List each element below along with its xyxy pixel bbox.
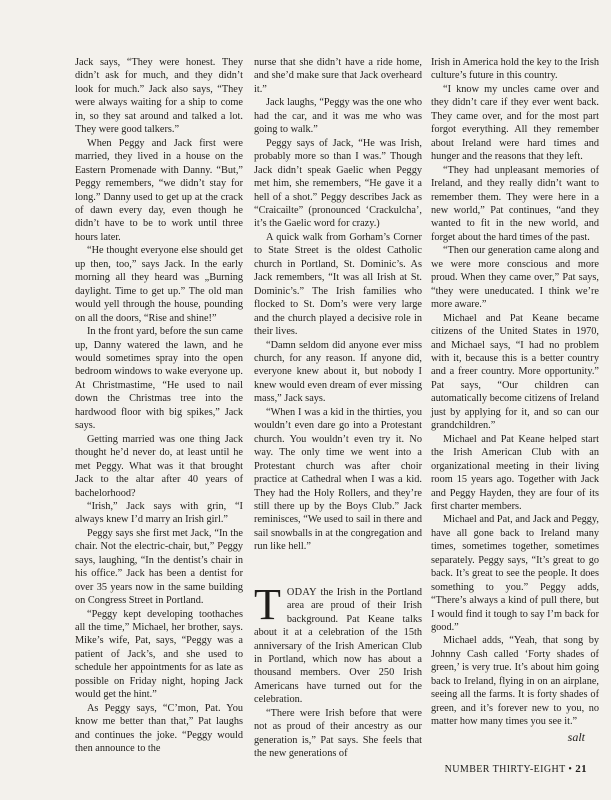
- paragraph: “Then our generation came along and we were more conscious and more proud. When they came over,” Pat says, “they were uneducated. I think we’re more aware.”: [431, 245, 599, 311]
- salt-signoff: salt: [567, 729, 585, 744]
- paragraph: In the front yard, before the sun came up, Danny watered the lawn, and he would sometimes spray into the open bedroom windows to wake everyone up. At Christmastime, “He used to nail down the Christmas tree into the hardwood floor with big spikes,” Jack says.: [75, 326, 243, 432]
- paragraph: “I know my uncles came over and they didn’t care if they ever went back. They came over, and for the most part forgot everything. All they remember about Ireland were hard times and hunger and the reasons that they left.: [431, 83, 599, 163]
- paragraph: “Peggy kept developing toothaches all the time,” Michael, her brother, says. Mike’s wife, Pat, says, “Peggy was a patient of Jack’s, and she used to schedule her appointments for as late as possible on Friday night, hoping Jack would get the hint.”: [75, 608, 243, 701]
- paragraph: Michael and Pat Keane helped start the Irish American Club with an organizational meeting in their living room 15 years ago. Together with Jack and Peggy Hayden, they are four of its first charter members.: [431, 433, 599, 512]
- article-column-1: [75, 56, 243, 756]
- footer-bullet: •: [568, 764, 573, 775]
- article-column-3: [431, 56, 599, 744]
- lead-caps: ODAY: [286, 586, 317, 598]
- paragraph: nurse that she didn’t have a ride home, and she’d make sure that Jack overheard it.”: [254, 57, 422, 95]
- paragraph: A quick walk from Gorham’s Corner to State Street is the oldest Catholic church in Portland, St. Dominic’s. As Jack remembers, “It was all Irish at St. Dominic’s.” The Irish families who flocked to St. Dom’s were very large and the church played a decisive role in their lives.: [254, 231, 422, 338]
- paragraph: Peggy says of Jack, “He was Irish, probably more so than I was.” Though Jack didn’t speak Gaelic when Peggy met him, she remembers, “He gave it a hell of a shot.” Peggy describes Jack as “Craicailte” (pronounced ‘Crackulcha’, it’s the Gaelic word for crazy.): [254, 137, 422, 230]
- paragraph: As Peggy says, “C’mon, Pat. You know me better than that,” Pat laughs and continues the joke. “Peggy would then announce to the: [75, 702, 243, 755]
- paragraph: Michael and Pat Keane became citizens of the United States in 1970, and Michael says, “I had no problem with it, because this is a better country and a freer country. More opportunity.” Pat says, “Our children can automatically become citizens of Ireland just by applying for it, and so can our grandchildren.”: [431, 312, 599, 432]
- paragraph: Getting married was one thing Jack thought he’d never do, at least until he met Peggy. What was it that brought Jack to the altar after 40 years of bachelorhood?: [75, 433, 243, 499]
- page-number: 21: [575, 763, 587, 775]
- paragraph: “They had unpleasant memories of Ireland, and they really didn’t want to remember them. They were here in a new world,” Pat continues, “and they wanted to fit in the new world, and forget about the hard times of the past.: [431, 164, 599, 243]
- paragraph: “Damn seldom did anyone ever miss church, for any reason. If anyone did, everyone knew about it, but nobody I knew would even dream of ever missing mass,” Jack says.: [254, 339, 422, 405]
- paragraph: Jack laughs, “Peggy was the one who had the car, and it was me who was going to walk.”: [254, 97, 422, 136]
- page-footer: [445, 763, 587, 775]
- section-lead-paragraph: [254, 579, 422, 707]
- paragraph: Jack says, “They were honest. They didn’t ask for much, and they didn’t look for much.” Jack also says, “They were always waiting for a ship to come in, so they sat around and talked a lot. They were good talkers.”: [75, 57, 243, 136]
- paragraph: “There were Irish before that were not as proud of their ancestry as our generation is,” Pat says. She feels that the new generations of: [254, 707, 422, 760]
- paragraph: “Irish,” Jack says with grin, “I always knew I’d marry an Irish girl.”: [75, 500, 243, 526]
- paragraph: Peggy says she first met Jack, “In the chair. Not the electric-chair, but,” Peggy says, laughing, “In the dentist’s chair in his office.” Jack has been a dentist for over 35 years now in the same building on Congress Street in Portland.: [75, 527, 243, 607]
- issue-label: NUMBER THIRTY-EIGHT: [444, 764, 566, 775]
- drop-cap: T: [254, 579, 281, 629]
- paragraph: Michael and Pat, and Jack and Peggy, have all gone back to Ireland many times, sometimes together, sometimes separately. Peggy says, “It’s great to go back. It’s great to see the people. It does something to you.” Peggy adds, “There’s always a kind of pull there, but I would find it tough to say I’m back for good.”: [431, 514, 599, 634]
- article-column-2: [254, 56, 422, 761]
- paragraph: When Peggy and Jack first were married, they lived in a house on the Eastern Promenade with Danny. “But,” Peggy remembers, “we didn’t stay for long.” Danny used to get up at the crack of dawn every day, even though he didn’t have to be to work until three hours later.: [75, 137, 243, 243]
- paragraph: “When I was a kid in the thirties, you wouldn’t even dare go into a Protestant church. You wouldn’t even try it. No way. The only time we went into a Protestant church was after choir practice at Cathedral when I was a kid. They had the Holy Rollers, and they’re still there up by the Boys Club.” Jack reminisces, “We used to sail in there and sail snowballs in at the congregation and run like hell.”: [254, 406, 422, 553]
- lead-text: the Irish in the Portland area are proud of their Irish background. Pat Keane talks about it at a celebration of the 15th anniversary of the Irish American Club in Portland, which now has about a thousand members. Over 250 Irish Americans have turned out for the celebration.: [254, 586, 422, 706]
- paragraph: “He thought everyone else should get up then, too,” says Jack. In the early morning all they heard was „Burning daylight. Time to get up.” The old man would yell through the house, pounding on all the doors, “Rise and shine!”: [75, 245, 243, 324]
- paragraph: Michael adds, “Yeah, that song by Johnny Cash called ‘Forty shades of green,’ is very true. It’s about him going back to Ireland, flying in on an airplane, seeing all the farms. It is forty shades of green, and it’s forever new to you, no matter how many times you see it.”: [431, 635, 599, 728]
- paragraph: Irish in America hold the key to the Irish culture’s future in this country.: [431, 57, 599, 82]
